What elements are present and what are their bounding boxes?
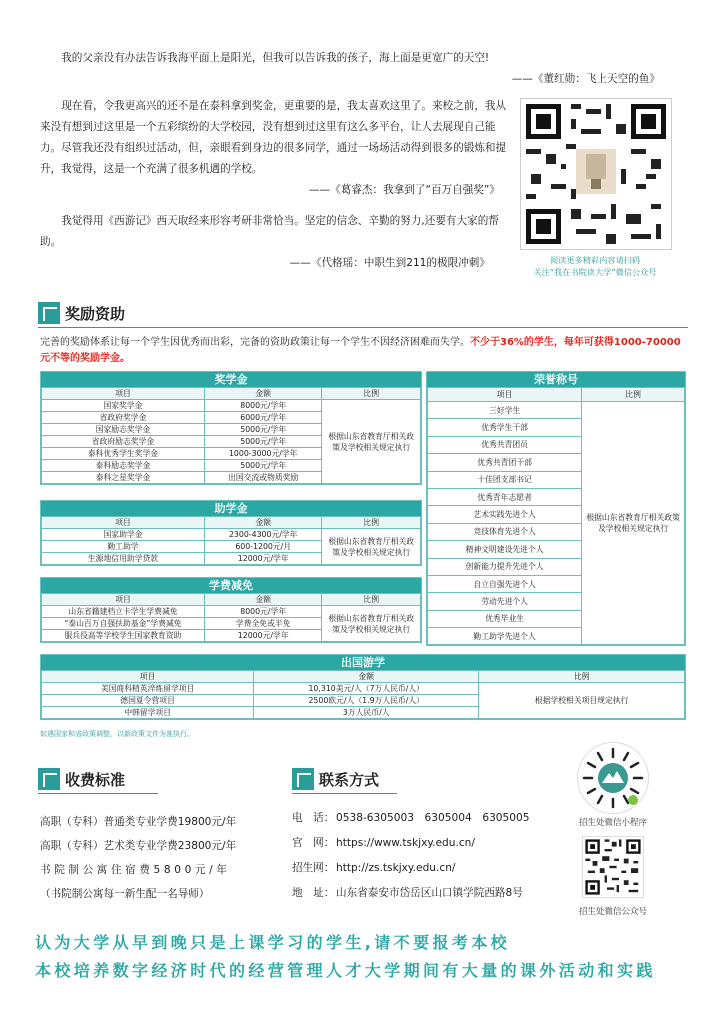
table-header-row bbox=[428, 388, 685, 402]
item-cell: 泰科励志奖学金 bbox=[42, 460, 205, 472]
amount-cell: 10,310美元/人（7万人民币/人） bbox=[254, 683, 479, 695]
ratio-cell: 根据山东省教育厅相关政策及学校相关规定执行 bbox=[322, 400, 421, 484]
item-cell: 生源地信用助学贷款 bbox=[42, 553, 205, 565]
item-cell: 国家励志奖学金 bbox=[42, 424, 205, 436]
qr-code-mini-program bbox=[577, 742, 649, 814]
contact-heading bbox=[292, 768, 379, 790]
amount-cell: 学费全免或半免 bbox=[204, 618, 321, 630]
table-row bbox=[428, 402, 685, 419]
scholarship-grid bbox=[41, 387, 421, 484]
qr-top-caption-line-2: 关注“我在书院读大学”微信公众号 bbox=[533, 267, 657, 277]
qr-code-wechat-account bbox=[520, 98, 672, 250]
column-header: 比例 bbox=[322, 594, 421, 606]
item-cell: 山东省籍建档立卡学生学费减免 bbox=[42, 606, 205, 618]
amount-cell: 8000元/学年 bbox=[204, 606, 321, 618]
column-header: 金额 bbox=[204, 388, 321, 400]
column-header: 比例 bbox=[582, 388, 685, 402]
fees-list bbox=[40, 810, 236, 906]
item-cell: 泰科优秀学生奖学金 bbox=[42, 448, 205, 460]
contact-label: 官 网： bbox=[292, 837, 335, 849]
amount-cell: 出国交流或物质奖励 bbox=[204, 472, 321, 484]
column-header: 金额 bbox=[204, 517, 321, 529]
quote-2-source: ——《葛睿杰：我拿到了“百万自强奖”》 bbox=[308, 184, 500, 196]
item-cell: 优秀毕业生 bbox=[428, 610, 582, 627]
fee-line: 书院制公寓住宿费5800元/年 bbox=[40, 864, 231, 876]
fee-line: （书院制公寓每一新生配一名导师） bbox=[40, 888, 210, 900]
qr-top-caption-line-1: 阅读更多精彩内容请扫码 bbox=[549, 255, 641, 265]
item-cell: 美国商科精英淬炼留学项目 bbox=[42, 683, 254, 695]
policy-note: 如遇国家和省政策调整，以新政策文件为准执行。 bbox=[40, 730, 194, 738]
grant-grid bbox=[41, 516, 421, 565]
table-header-row bbox=[42, 671, 685, 683]
item-cell: 国家奖学金 bbox=[42, 400, 205, 412]
honors-title: 荣誉称号 bbox=[427, 372, 685, 387]
table-header-row bbox=[42, 517, 421, 529]
item-cell: “泰山百万自强扶助基金”学费减免 bbox=[42, 618, 205, 630]
item-cell: 劳动先进个人 bbox=[428, 593, 582, 610]
reward-intro-text: 完善的奖励体系让每一个学生因优秀而出彩，完备的资助政策让每一个学生不因经济困难而失学。 bbox=[40, 337, 470, 348]
qr-code-icon bbox=[521, 99, 671, 249]
amount-cell: 5000元/学年 bbox=[204, 460, 321, 472]
qr-top-caption bbox=[505, 254, 685, 278]
contact-value: 山东省泰安市岱岳区山口镇学院西路8号 bbox=[336, 887, 523, 899]
ratio-cell: 根据山东省教育厅相关政策及学校相关规定执行 bbox=[322, 529, 421, 565]
column-header: 比例 bbox=[479, 671, 685, 683]
item-cell: 服兵役高等学校学生国家教育资助 bbox=[42, 630, 205, 642]
tuition-relief-title: 学费减免 bbox=[41, 578, 421, 593]
quote-3 bbox=[40, 211, 510, 274]
tuition-relief-grid bbox=[41, 593, 421, 642]
section-icon bbox=[292, 768, 314, 790]
scholarship-table bbox=[40, 371, 422, 485]
banner-line-2: 本校培养数字经济时代的经营管理人才大学期间有大量的课外活动和实践 bbox=[35, 961, 656, 980]
amount-cell: 1000-3000元/学年 bbox=[204, 448, 321, 460]
study-abroad-table bbox=[40, 654, 686, 720]
honors-grid bbox=[427, 387, 685, 645]
column-header: 比例 bbox=[322, 517, 421, 529]
item-cell: 优秀共青团干部 bbox=[428, 454, 582, 471]
grant-title: 助学金 bbox=[41, 501, 421, 516]
column-header: 金额 bbox=[204, 594, 321, 606]
contact-address bbox=[292, 881, 530, 906]
item-cell: 省政府励志奖学金 bbox=[42, 436, 205, 448]
banner-line-1: 认为大学从早到晚只是上课学习的学生,请不要报考本校 bbox=[35, 933, 511, 952]
amount-cell: 12000元/学年 bbox=[204, 553, 321, 565]
quote-2 bbox=[40, 96, 510, 201]
section-icon bbox=[38, 302, 60, 324]
amount-cell: 5000元/学年 bbox=[204, 436, 321, 448]
reward-section-heading bbox=[38, 302, 125, 324]
contact-phone bbox=[292, 806, 530, 831]
contact-list bbox=[292, 806, 530, 906]
table-header-row bbox=[42, 594, 421, 606]
table-row bbox=[42, 683, 685, 695]
study-abroad-grid bbox=[41, 670, 685, 719]
fee-line: 高职（专科）艺术类专业学费23800元/年 bbox=[40, 840, 237, 852]
quote-3-text: 我觉得用《西游记》西天取经来形容考研非常恰当。坚定的信念、辛勤的努力,还要有大家的帮助。 bbox=[40, 215, 499, 248]
item-cell: 艺术实践先进个人 bbox=[428, 506, 582, 523]
study-abroad-title: 出国游学 bbox=[41, 655, 685, 670]
contact-label: 电 话： bbox=[292, 812, 335, 824]
item-cell: 十佳团支部书记 bbox=[428, 471, 582, 488]
qr-code-wechat bbox=[582, 836, 644, 898]
table-row bbox=[42, 529, 421, 541]
column-header: 项目 bbox=[42, 517, 205, 529]
quote-2-text: 现在看，令我更高兴的还不是在泰科拿到奖金，更重要的是，我太喜欢这里了。来校之前，我从来没有想到过这里是一个五彩缤纷的大学校园，没有想到过这里有这么多平台，让人去展现自己能力。尽管我还没有组织过活动，但，亲眼看到身边的很多同学，通过一场场活动得到很多的锻炼和提升，我觉得，这是一个充满了很多机遇的学校。 bbox=[40, 100, 507, 175]
amount-cell: 2300-4300元/学年 bbox=[204, 529, 321, 541]
fee-line: 高职（专科）普通类专业学费19800元/年 bbox=[40, 816, 237, 828]
admission-site-link[interactable]: http://zs.tskjxy.edu.cn/ bbox=[336, 862, 456, 874]
section-divider bbox=[292, 793, 397, 794]
item-cell: 勤工助学先进个人 bbox=[428, 628, 582, 645]
column-header: 项目 bbox=[42, 388, 205, 400]
amount-cell: 2500欧元/人（1.9万人民币/人） bbox=[254, 695, 479, 707]
item-cell: 竞技体育先进个人 bbox=[428, 523, 582, 540]
column-header: 金额 bbox=[254, 671, 479, 683]
qr-wechat-caption: 招生处微信公众号 bbox=[578, 907, 647, 917]
amount-cell: 3万人民币/人 bbox=[254, 707, 479, 719]
amount-cell: 600-1200元/月 bbox=[204, 541, 321, 553]
item-cell: 自立自强先进个人 bbox=[428, 575, 582, 592]
quote-1 bbox=[40, 48, 660, 90]
contact-admission-site bbox=[292, 856, 530, 881]
fees-title: 收费标准 bbox=[65, 770, 126, 789]
amount-cell: 6000元/学年 bbox=[204, 412, 321, 424]
item-cell: 国家助学金 bbox=[42, 529, 205, 541]
ratio-cell: 根据山东省教育厅相关政策及学校相关规定执行 bbox=[322, 606, 421, 642]
contact-value: 0538-6305003 6305004 6305005 bbox=[336, 812, 530, 824]
section-divider bbox=[38, 327, 688, 328]
honors-table bbox=[426, 371, 686, 646]
column-header: 项目 bbox=[428, 388, 582, 402]
reward-intro-highlight: 不少于36%的学生，每年可获得1000-70000元不等的奖励学金。 bbox=[40, 337, 681, 364]
contact-title: 联系方式 bbox=[319, 770, 380, 789]
qr-code-icon bbox=[583, 837, 643, 897]
table-row bbox=[42, 606, 421, 618]
quote-3-source: ——《代格瑶：中职生到211的极限冲刺》 bbox=[289, 257, 490, 269]
amount-cell: 5000元/学年 bbox=[204, 424, 321, 436]
amount-cell: 12000元/学年 bbox=[204, 630, 321, 642]
table-row bbox=[42, 400, 421, 412]
item-cell: 德国夏令营项目 bbox=[42, 695, 254, 707]
ratio-cell: 根据学校相关项目规定执行 bbox=[479, 683, 685, 719]
item-cell: 勤工助学 bbox=[42, 541, 205, 553]
contact-label: 招生网： bbox=[292, 862, 335, 874]
section-divider bbox=[38, 793, 158, 794]
contact-website bbox=[292, 831, 530, 856]
scholarship-title: 奖学金 bbox=[41, 372, 421, 387]
column-header: 项目 bbox=[42, 594, 205, 606]
item-cell: 优秀共青团员 bbox=[428, 436, 582, 453]
contact-label: 地 址： bbox=[292, 887, 335, 899]
item-cell: 精神文明建设先进个人 bbox=[428, 541, 582, 558]
mini-program-code-icon bbox=[578, 743, 648, 813]
ratio-cell: 根据山东省教育厅相关政策及学校相关规定执行 bbox=[582, 402, 685, 645]
column-header: 项目 bbox=[42, 671, 254, 683]
item-cell: 泰科之星奖学金 bbox=[42, 472, 205, 484]
table-header-row bbox=[42, 388, 421, 400]
qr-mini-caption: 招生处微信小程序 bbox=[578, 818, 647, 828]
fees-heading bbox=[38, 768, 125, 790]
item-cell: 三好学生 bbox=[428, 402, 582, 419]
item-cell: 省政府奖学金 bbox=[42, 412, 205, 424]
section-icon bbox=[38, 768, 60, 790]
quote-1-text: 我的父亲没有办法告诉我海平面上是阳光，但我可以告诉我的孩子，海上面是更宽广的天空! bbox=[61, 52, 490, 64]
website-link[interactable]: https://www.tskjxy.edu.cn/ bbox=[336, 837, 475, 849]
item-cell: 创新能力提升先进个人 bbox=[428, 558, 582, 575]
reward-section-title: 奖励资助 bbox=[65, 304, 126, 323]
grant-table bbox=[40, 500, 422, 566]
tuition-relief-table bbox=[40, 577, 422, 643]
item-cell: 优秀学生干部 bbox=[428, 419, 582, 436]
item-cell: 中韩留学项目 bbox=[42, 707, 254, 719]
amount-cell: 8000元/学年 bbox=[204, 400, 321, 412]
reward-intro bbox=[40, 335, 690, 367]
item-cell: 优秀青年志愿者 bbox=[428, 488, 582, 505]
column-header: 比例 bbox=[322, 388, 421, 400]
quote-1-source: ——《董红勋：飞上天空的鱼》 bbox=[511, 73, 660, 85]
